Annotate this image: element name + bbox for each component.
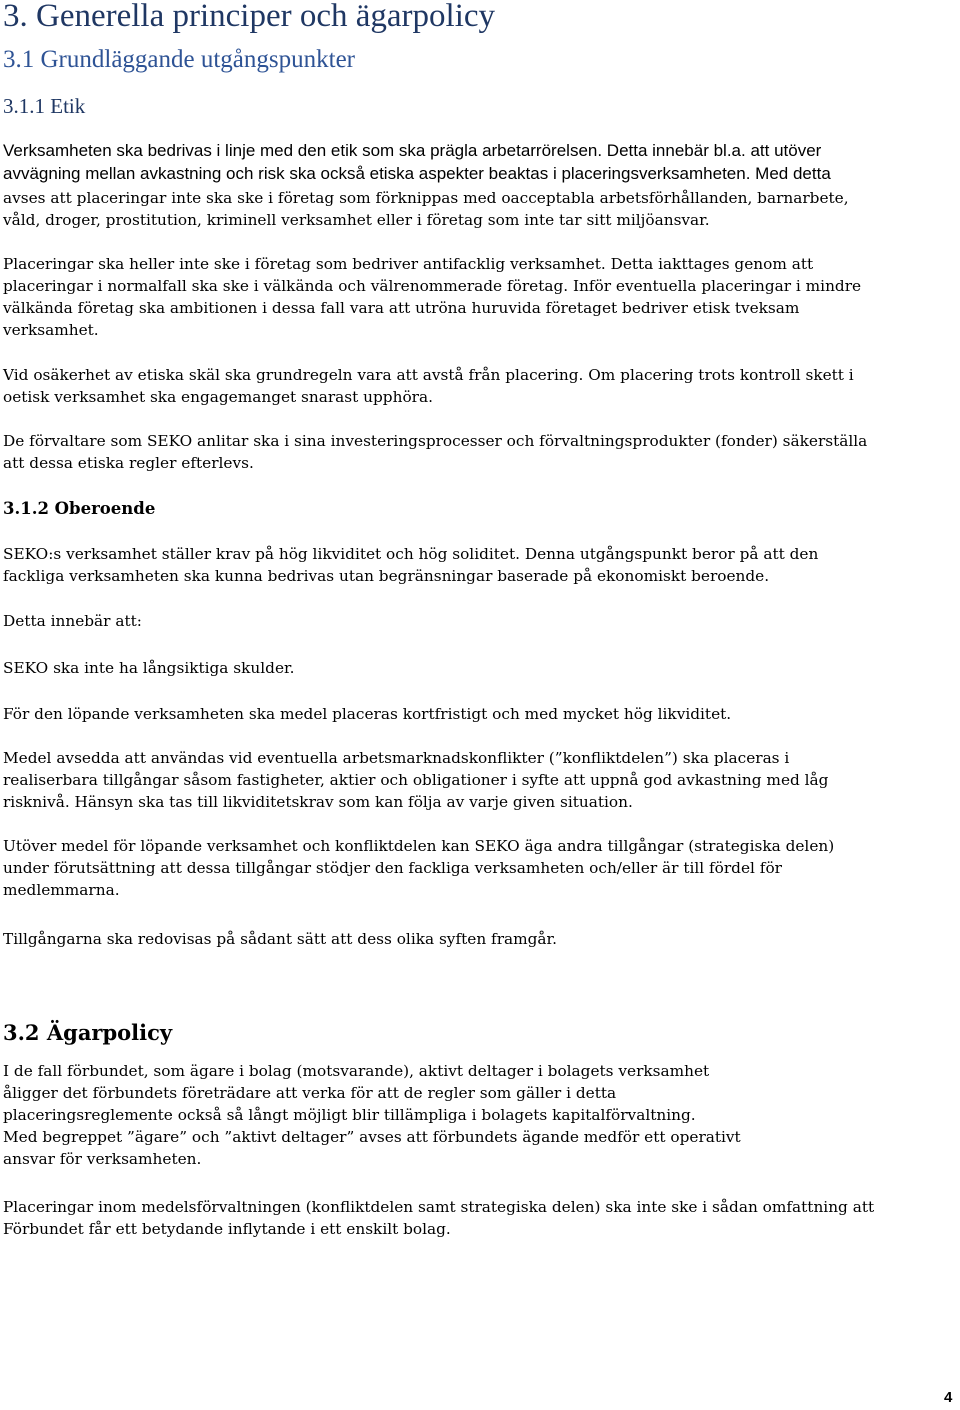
subsection-heading-3-1-2: 3.1.2 Oberoende	[3, 499, 156, 518]
paragraph-line: fackliga verksamheten ska kunna bedrivas utan begränsningar baserade på ekonomiskt beroende.	[3, 567, 770, 585]
intro-paragraph	[3, 140, 958, 185]
paragraph-line: Medel avsedda att användas vid eventuella arbetsmarknadskonflikter (”konfliktdelen”) ska placeras i	[3, 749, 790, 767]
intro-line-1: Verksamheten ska bedrivas i linje med den etik som ska prägla arbetarrörelsen. Detta innebär bl.a. att utöver	[3, 141, 822, 160]
paragraph-line: Tillgångarna ska redovisas på sådant sätt att dess olika syften framgår.	[3, 930, 558, 948]
paragraph-line: placeringar i normalfall ska ske i välkända och välrenommerade företag. Inför eventuella placeringar i mindre	[3, 277, 862, 295]
paragraph-line: våld, droger, prostitution, kriminell verksamhet eller i företag som inte tar sitt miljöansvar.	[3, 211, 710, 229]
subsection-heading-3-2: 3.2 Ägarpolicy	[3, 1020, 173, 1045]
paragraph-line: Med begreppet ”ägare” och ”aktivt deltager” avses att förbundets ägande medför ett operativt	[3, 1128, 741, 1146]
paragraph-line: I de fall förbundet, som ägare i bolag (motsvarande), aktivt deltager i bolagets verksamhet	[3, 1062, 710, 1080]
paragraph-independence	[3, 543, 958, 587]
paragraph-line: åligger det förbundets företrädare att verka för att de regler som gäller i detta	[3, 1084, 617, 1102]
paragraph-line: Förbundet får ett betydande inflytande i ett enskilt bolag.	[3, 1220, 451, 1238]
paragraph-line: verksamhet.	[3, 321, 99, 339]
paragraph-reporting	[3, 928, 958, 950]
paragraph-influence	[3, 1196, 958, 1240]
paragraph-line: välkända företag ska ambitionen i dessa fall vara att utröna huruvida företaget bedriver etisk tveksam	[3, 299, 800, 317]
paragraph-line: Utöver medel för löpande verksamhet och konfliktdelen kan SEKO äga andra tillgångar (strategiska delen)	[3, 837, 835, 855]
paragraph-line: Detta innebär att:	[3, 612, 142, 630]
page-number: 4	[944, 1389, 953, 1406]
paragraph-line: ansvar för verksamheten.	[3, 1150, 202, 1168]
paragraph-line: Vid osäkerhet av etiska skäl ska grundregeln vara att avstå från placering. Om placering trots kontroll skett i	[3, 366, 854, 384]
paragraph-line: SEKO:s verksamhet ställer krav på hög likviditet och hög soliditet. Denna utgångspunkt beror på att den	[3, 545, 819, 563]
paragraph-conflict-funds	[3, 747, 958, 813]
paragraph-antiunion	[3, 253, 958, 341]
paragraph-line: SEKO ska inte ha långsiktiga skulder.	[3, 659, 295, 677]
paragraph-line: medlemmarna.	[3, 881, 120, 899]
paragraph-strategic-assets	[3, 835, 958, 901]
subsection-heading-3-1: 3.1 Grundläggande utgångspunkter	[3, 46, 356, 73]
subsection-heading-3-1-1: 3.1.1 Etik	[3, 94, 86, 118]
paragraph-line: De förvaltare som SEKO anlitar ska i sina investeringsprocesser och förvaltningsprodukter (fonder) säkerställa	[3, 432, 868, 450]
paragraph-current-operations	[3, 703, 958, 725]
section-heading-3: 3. Generella principer och ägarpolicy	[3, 0, 496, 34]
paragraph-ethics-continued	[3, 187, 958, 231]
paragraph-line: placeringsreglemente också så långt möjligt blir tillämpliga i bolagets kapitalförvaltning.	[3, 1106, 696, 1124]
paragraph-managers	[3, 430, 958, 474]
paragraph-line: avses att placeringar inte ska ske i företag som förknippas med oacceptabla arbetsförhållanden, barnarbete,	[3, 189, 849, 207]
paragraph-uncertainty	[3, 364, 958, 408]
paragraph-no-debt	[3, 657, 958, 679]
paragraph-line: oetisk verksamhet ska engagemanget snarast upphöra.	[3, 388, 433, 406]
intro-line-2: avvägning mellan avkastning och risk ska också etiska aspekter beaktas i placeringsverksamheten.	[3, 163, 751, 183]
paragraph-line: Placeringar ska heller inte ske i företag som bedriver antifacklig verksamhet. Detta iakttages genom att	[3, 255, 814, 273]
paragraph-line: realiserbara tillgångar såsom fastigheter, aktier och obligationer i syfte att uppnå god avkastning med låg	[3, 771, 829, 789]
paragraph-ownership	[3, 1060, 958, 1170]
paragraph-line: risknivå. Hänsyn ska tas till likviditetskrav som kan följa av varje given situation.	[3, 793, 633, 811]
paragraph-line: Placeringar inom medelsförvaltningen (konfliktdelen samt strategiska delen) ska inte ske i sådan omfattning att	[3, 1198, 875, 1216]
paragraph-line: att dessa etiska regler efterlevs.	[3, 454, 254, 472]
paragraph-line: under förutsättning att dessa tillgångar stödjer den fackliga verksamheten och/eller är till fördel för	[3, 859, 782, 877]
paragraph-this-means	[3, 610, 958, 632]
paragraph-line: För den löpande verksamheten ska medel placeras kortfristigt och med mycket hög likviditet.	[3, 705, 732, 723]
intro-tail: Med detta	[755, 163, 831, 183]
